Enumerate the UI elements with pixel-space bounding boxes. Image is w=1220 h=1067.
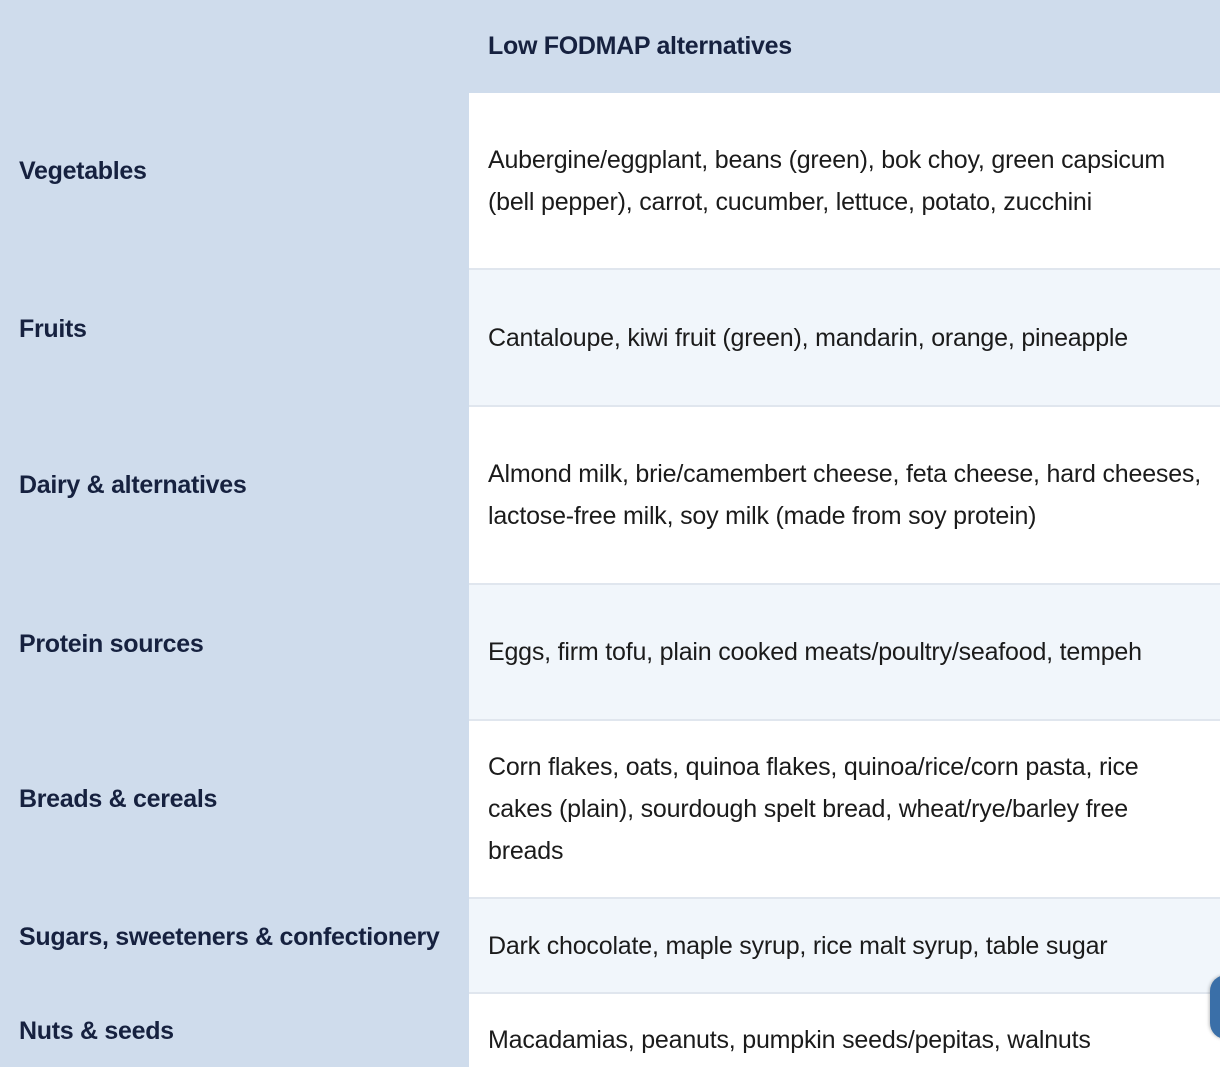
row-alternatives-cell: Eggs, firm tofu, plain cooked meats/poultry/seafood, tempeh <box>469 584 1220 720</box>
table-row <box>0 898 1220 993</box>
table-row <box>0 720 1220 898</box>
row-alternatives-cell: Macadamias, peanuts, pumpkin seeds/pepitas, walnuts <box>469 993 1220 1067</box>
row-category-label: Breads & cereals <box>19 785 218 813</box>
table-header <box>0 0 1220 93</box>
table-row <box>0 993 1220 1067</box>
row-alternatives-cell: Aubergine/eggplant, beans (green), bok choy, green capsicum (bell pepper), carrot, cucumber, lettuce, potato, zucchini <box>469 93 1220 269</box>
row-category-cell <box>0 720 469 898</box>
scroll-to-top-button[interactable] <box>1210 975 1220 1039</box>
row-category-label: Protein sources <box>19 630 204 658</box>
row-category-cell <box>0 93 469 269</box>
table-row <box>0 406 1220 584</box>
row-category-label: Fruits <box>19 315 87 343</box>
header-alternatives-cell: Low FODMAP alternatives <box>469 0 1220 93</box>
row-category-cell <box>0 406 469 584</box>
row-category-cell <box>0 898 469 993</box>
header-row <box>0 0 1220 93</box>
table-body <box>0 93 1220 1067</box>
row-alternatives-cell: Corn flakes, oats, quinoa flakes, quinoa/rice/corn pasta, rice cakes (plain), sourdough spelt bread, wheat/rye/barley free breads <box>469 720 1220 898</box>
row-category-label: Dairy & alternatives <box>19 471 247 499</box>
header-category-cell <box>0 0 469 93</box>
row-category-label: Vegetables <box>19 157 147 185</box>
row-alternatives-cell: Dark chocolate, maple syrup, rice malt syrup, table sugar <box>469 898 1220 993</box>
table-row <box>0 584 1220 720</box>
table-row <box>0 269 1220 406</box>
row-alternatives-cell: Almond milk, brie/camembert cheese, feta cheese, hard cheeses, lactose-free milk, soy milk (made from soy protein) <box>469 406 1220 584</box>
row-category-label: Sugars, sweeteners & confectionery <box>19 923 440 951</box>
row-alternatives-cell: Cantaloupe, kiwi fruit (green), mandarin, orange, pineapple <box>469 269 1220 406</box>
row-category-cell <box>0 993 469 1067</box>
row-category-cell <box>0 269 469 406</box>
table-row <box>0 93 1220 269</box>
row-category-cell <box>0 584 469 720</box>
row-category-label: Nuts & seeds <box>19 1017 174 1045</box>
